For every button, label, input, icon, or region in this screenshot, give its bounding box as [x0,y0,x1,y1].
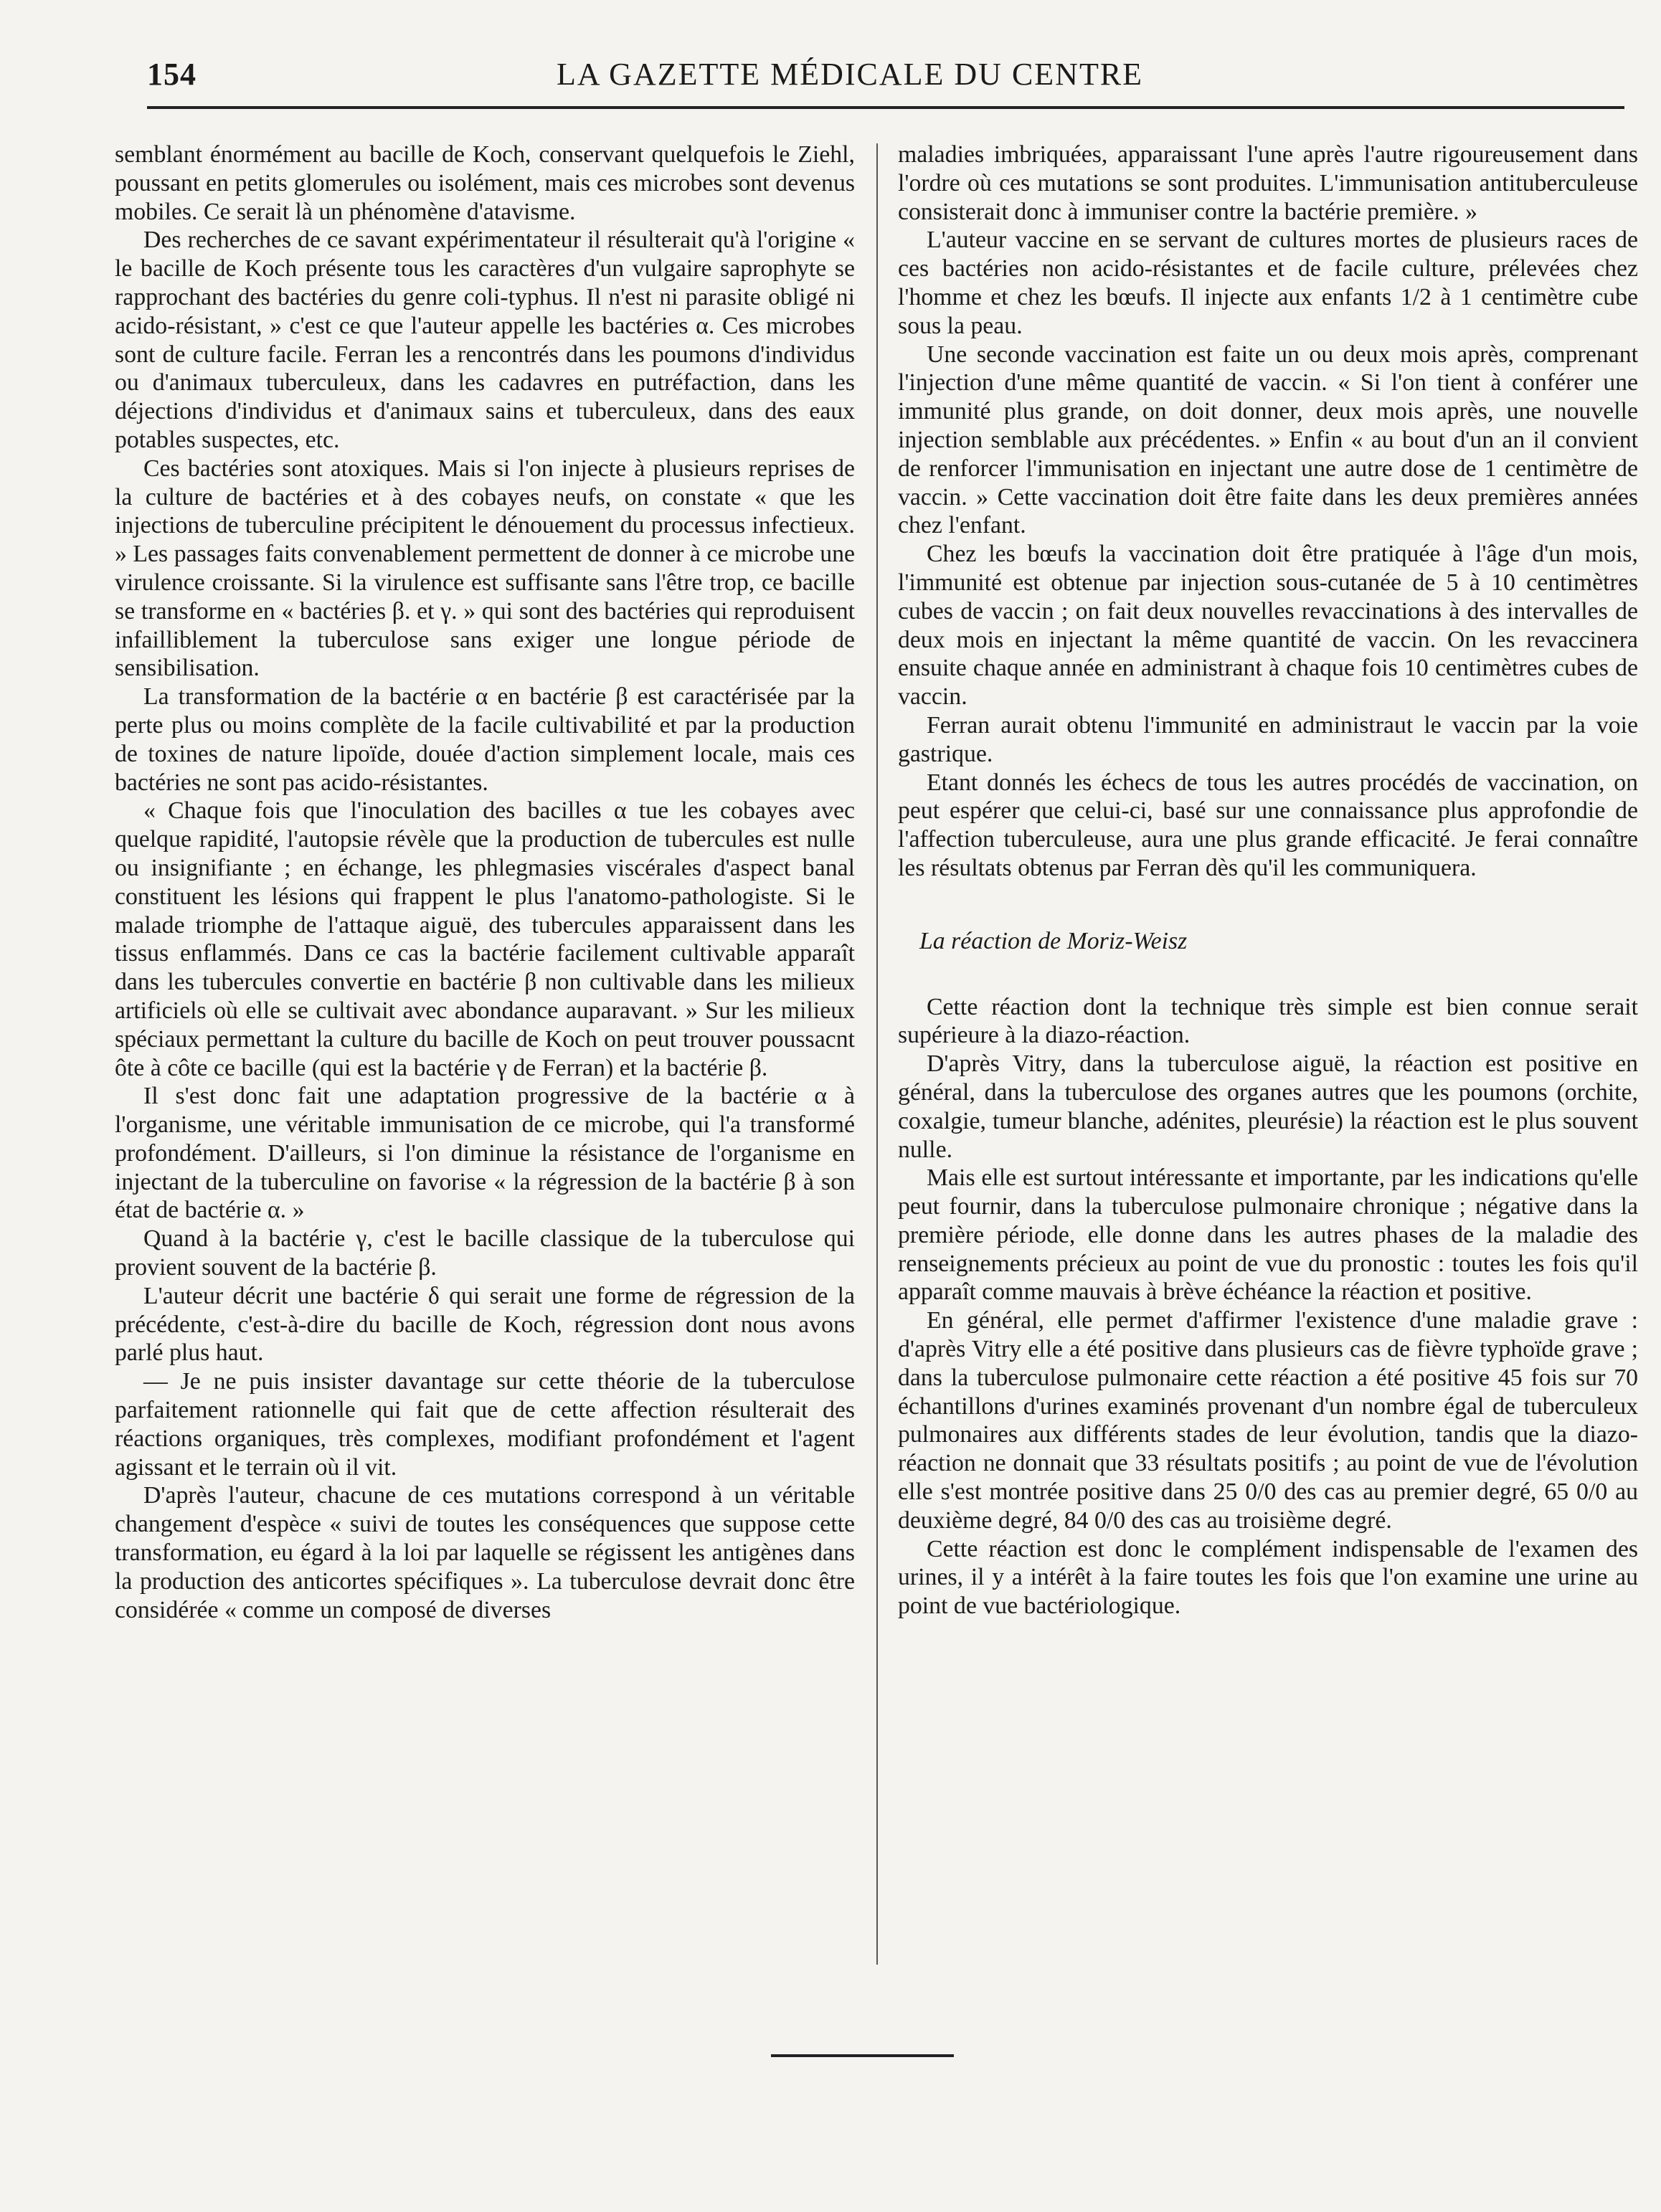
paragraph: Cette réaction est donc le complément indispensable de l'examen des urines, il y a intérêt à la faire toutes les fois que l'on examine une urine au point de vue bactériologique. [898,1535,1638,1620]
right-column [898,141,1638,1620]
paragraph: Quand à la bactérie γ, c'est le bacille classique de la tuberculose qui provient souvent de la bactérie β. [115,1225,855,1281]
paragraph: Des recherches de ce savant expérimentateur il résulterait qu'à l'origine « le bacille de Koch présente tous les caractères d'un vulgaire saprophyte se rapprochant des bactéries du genre coli-typhus. Il n'est ni parasite obligé ni acido-résistant, » c'est ce que l'auteur appelle les bactéries α. Ces microbes sont de culture facile. Ferran les a rencontrés dans les poumons d'individus ou d'animaux tuberculeux, dans les cadavres en putréfaction, dans les déjections d'individus et d'animaux sains et tuberculeux, dans des eaux potables suspectes, etc. [115,227,855,453]
paragraph: Etant donnés les échecs de tous les autres procédés de vaccination, on peut espérer que celui-ci, basé sur une connaissance plus approfondie de l'affection tuberculeuse, aura une plus grande efficacité. Je ferai connaître les résultats obtenus par Ferran dès qu'il les communiquera. [898,769,1638,881]
left-column [115,141,855,1624]
paragraph: En général, elle permet d'affirmer l'existence d'une maladie grave : d'après Vitry elle a été positive dans plusieurs cas de fièvre typhoïde grave ; dans la tuberculose pulmonaire cette réaction a été positive 45 fois sur 70 échantillons d'urines examinés provenant d'un nombre égal de tuberculeux pulmonaires aux différents stades de leur évolution, tandis que la diazo-réaction ne donnait que 33 résultats positifs ; au point de vue de l'évolution elle s'est montrée positive dans 25 0/0 des cas au premier degré, 65 0/0 au deuxième degré, 84 0/0 des cas au troisième degré. [898,1307,1638,1534]
paragraph: L'auteur vaccine en se servant de cultures mortes de plusieurs races de ces bactéries non acido-résistantes et de facile culture, prélevées chez l'homme et chez les bœufs. Il injecte aux enfants 1/2 à 1 centimètre cube sous la peau. [898,227,1638,339]
page-header [147,56,1553,106]
paragraph: Cette réaction dont la technique très simple est bien connue serait supérieure à la diazo-réaction. [898,993,1638,1049]
paragraph: La transformation de la bactérie α en bactérie β est caractérisée par la perte plus ou moins complète de la facile cultivabilité et par la production de toxines de nature lipoïde, douée d'action simplement locale, mais ces bactéries ne sont pas acido-résistantes. [115,683,855,796]
paragraph: Ferran aurait obtenu l'immunité en administraut le vaccin par la voie gastrique. [898,711,1638,767]
page-number: 154 [147,57,197,92]
paragraph: D'après Vitry, dans la tuberculose aiguë, la réaction est positive en général, dans la tuberculose des organes autres que les poumons (orchite, coxalgie, tumeur blanche, adénites, pleurésie) la réaction est le plus souvent nulle. [898,1050,1638,1163]
paragraph: Chez les bœufs la vaccination doit être pratiquée à l'âge d'un mois, l'immunité est obtenue par injection sous-cutanée de 5 à 10 centimètres cubes de vaccin ; on fait deux nouvelles revaccinations à des intervalles de deux mois en injectant la même quantité de vaccin. On les revaccinera ensuite chaque année en administrant à chaque fois 10 centimètres cubes de vaccin. [898,541,1638,711]
section-title: La réaction de Moriz-Weisz [919,927,1188,954]
paragraph: maladies imbriquées, apparaissant l'une après l'autre rigoureusement dans l'ordre où ces mutations se sont produites. L'immunisation antituberculeuse consisterait donc à immuniser contre la bactérie première. » [898,141,1638,225]
paragraph: Une seconde vaccination est faite un ou deux mois après, comprenant l'injection d'une même quantité de vaccin. « Si l'on tient à conférer une immunité plus grande, on doit donner, deux mois après, une nouvelle injection semblable aux précédentes. » Enfin « au bout d'un an il convient de renforcer l'immunisation en injectant une autre dose de 1 centimètre de vaccin. » Cette vaccination doit être faite dans les deux premières années chez l'enfant. [898,341,1638,539]
paragraph: — Je ne puis insister davantage sur cette théorie de la tuberculose parfaitement rationnelle qui fait que de cette affection résulterait des réactions organiques, très complexes, modifiant profondément et l'agent agissant et le terrain où il vit. [115,1368,855,1481]
paragraph: semblant énormément au bacille de Koch, conservant quelquefois le Ziehl, poussant en petits glomerules ou isolément, mais ces microbes sont devenus mobiles. Ce serait là un phénomène d'atavisme. [115,141,855,225]
column-divider [876,143,878,1965]
header-rule [147,106,1624,109]
paragraph: Il s'est donc fait une adaptation progressive de la bactérie α à l'organisme, une véritable immunisation de ce microbe, qui l'a transformé profondément. D'ailleurs, si l'on diminue la résistance de l'organisme en injectant de la tuberculine on favorise « la régression de la bactérie β à son état de bactérie α. » [115,1083,855,1224]
journal-title: LA GAZETTE MÉDICALE DU CENTRE [556,57,1144,92]
paragraph: D'après l'auteur, chacune de ces mutations correspond à un véritable changement d'espèce « suivi de toutes les conséquences que suppose cette transformation, eu égard à la loi par laquelle se régissent les antigènes dans la production des anticortes spécifiques ». La tuberculose devrait donc être considérée « comme un composé de diverses [115,1482,855,1623]
end-rule [771,2054,954,2057]
paragraph: Ces bactéries sont atoxiques. Mais si l'on injecte à plusieurs reprises de la culture de bactéries et à des cobayes neufs, on constate « que les injections de tuberculine précipitent le dénouement du processus infectieux. » Les passages faits convenablement permettent de donner à ce microbe une virulence croissante. Si la virulence est suffisante sans l'être trop, ce bacille se transforme en « bactéries β. et γ. » qui sont des bactéries qui reproduisent infailliblement la tuberculose sans exiger une longue période de sensibilisation. [115,455,855,682]
paragraph: « Chaque fois que l'inoculation des bacilles α tue les cobayes avec quelque rapidité, l'autopsie révèle que la production de tubercules est nulle ou insignifiante ; en échange, les phlegmasies viscérales d'aspect banal constituent les lésions qui frappent le plus l'anatomo-pathologiste. Si le malade triomphe de l'attaque aiguë, des tubercules apparaissent dans les tissus enflammés. Dans ce cas la bactérie facilement cultivable apparaît dans les tubercules convertie en bactérie β non cultivable dans les milieux artificiels où elle se cultivait avec abondance auparavant. » Sur les milieux spéciaux permettant la culture du bacille de Koch on peut trouver poussacnt ôte à côte ce bacille (qui est la bactérie γ de Ferran) et la bactérie β. [115,797,855,1081]
paragraph: Mais elle est surtout intéressante et importante, par les indications qu'elle peut fournir, dans la tuberculose pulmonaire chronique ; négative dans la première période, elle donne dans les autres phases de la maladie des renseignements précieux au point de vue du pronostic : toutes les fois qu'il apparaît comme mauvais à brève échéance la réaction et positive. [898,1164,1638,1306]
paragraph: L'auteur décrit une bactérie δ qui serait une forme de régression de la précédente, c'est-à-dire du bacille de Koch, régression dont nous avons parlé plus haut. [115,1282,855,1367]
